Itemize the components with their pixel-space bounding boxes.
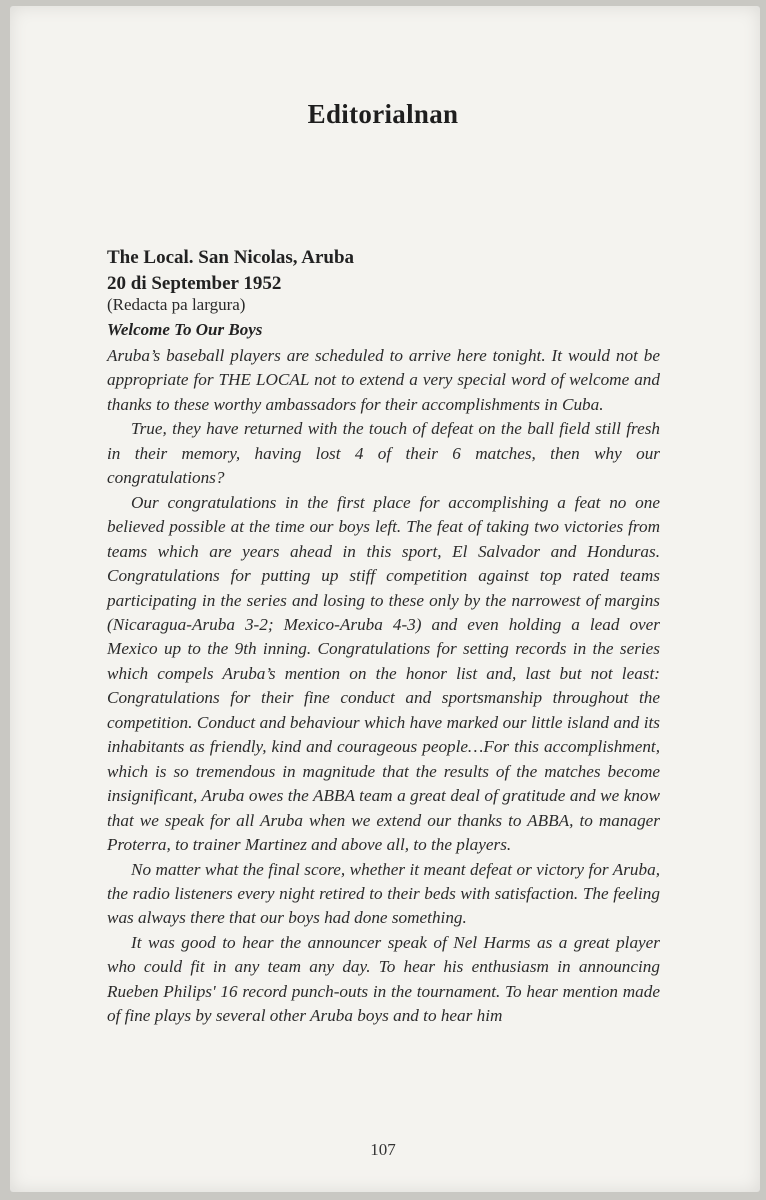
editorial-note: (Redacta pa largura) — [107, 295, 246, 314]
source-date: 20 di September 1952 — [107, 273, 282, 294]
source-block — [107, 245, 354, 297]
page-number: 107 — [370, 1140, 396, 1159]
page-heading: Editorialnan — [307, 99, 459, 129]
article-title: Welcome To Our Boys — [107, 320, 263, 339]
article-body — [107, 344, 660, 1029]
source-publication: The Local. San Nicolas, Aruba — [107, 247, 355, 268]
paragraph: No matter what the final score, whether it meant defeat or victory for Aruba, the radio listeners every night retired to their beds with satisfaction. The feeling was always there that our boys had done something. — [107, 859, 660, 928]
paragraph: True, they have returned with the touch of defeat on the ball field still fresh in their memory, having lost 4 of their 6 matches, then why our congratulations? — [107, 419, 660, 488]
paragraph: It was good to hear the announcer speak of Nel Harms as a great player who could fit in any team any day. To hear his enthusiasm in announcing Rueben Philips' 16 record punch-outs in the tournament. To hear mention made of fine plays by several other Aruba boys and to hear him — [107, 932, 660, 1026]
paragraph: Aruba’s baseball players are scheduled to arrive here tonight. It would not be appropriate for THE LOCAL not to extend a very special word of welcome and thanks to these worthy ambassadors for their accomplishments in Cuba. — [107, 346, 660, 414]
paragraph: Our congratulations in the first place for accomplishing a feat no one believed possible at the time our boys left. The feat of taking two victories from teams which are years ahead in this sport, El Salvador and Honduras. Congratulations for putting up stiff competition against top rated teams participating in the series and losing to these only by the narrowest of margins (Nicaragua-Aruba 3-2; Mexico-Aruba 4-3) and even holding a lead over Mexico up to the 9th inning. Congratulations for setting records in the series which compels Aruba’s mention on the honor list and, last but not least: Congratulations for their fine conduct and sportsmanship throughout the competition. Conduct and behaviour which have marked our little island and its inhabitants as friendly, kind and courageous people…For this accomplishment, which is so tremendous in magnitude that the results of the matches become insignificant, Aruba owes the ABBA team a great deal of gratitude and we know that we speak for all Aruba when we extend our thanks to ABBA, to manager Proterra, to trainer Martinez and above all, to the players. — [107, 492, 660, 855]
